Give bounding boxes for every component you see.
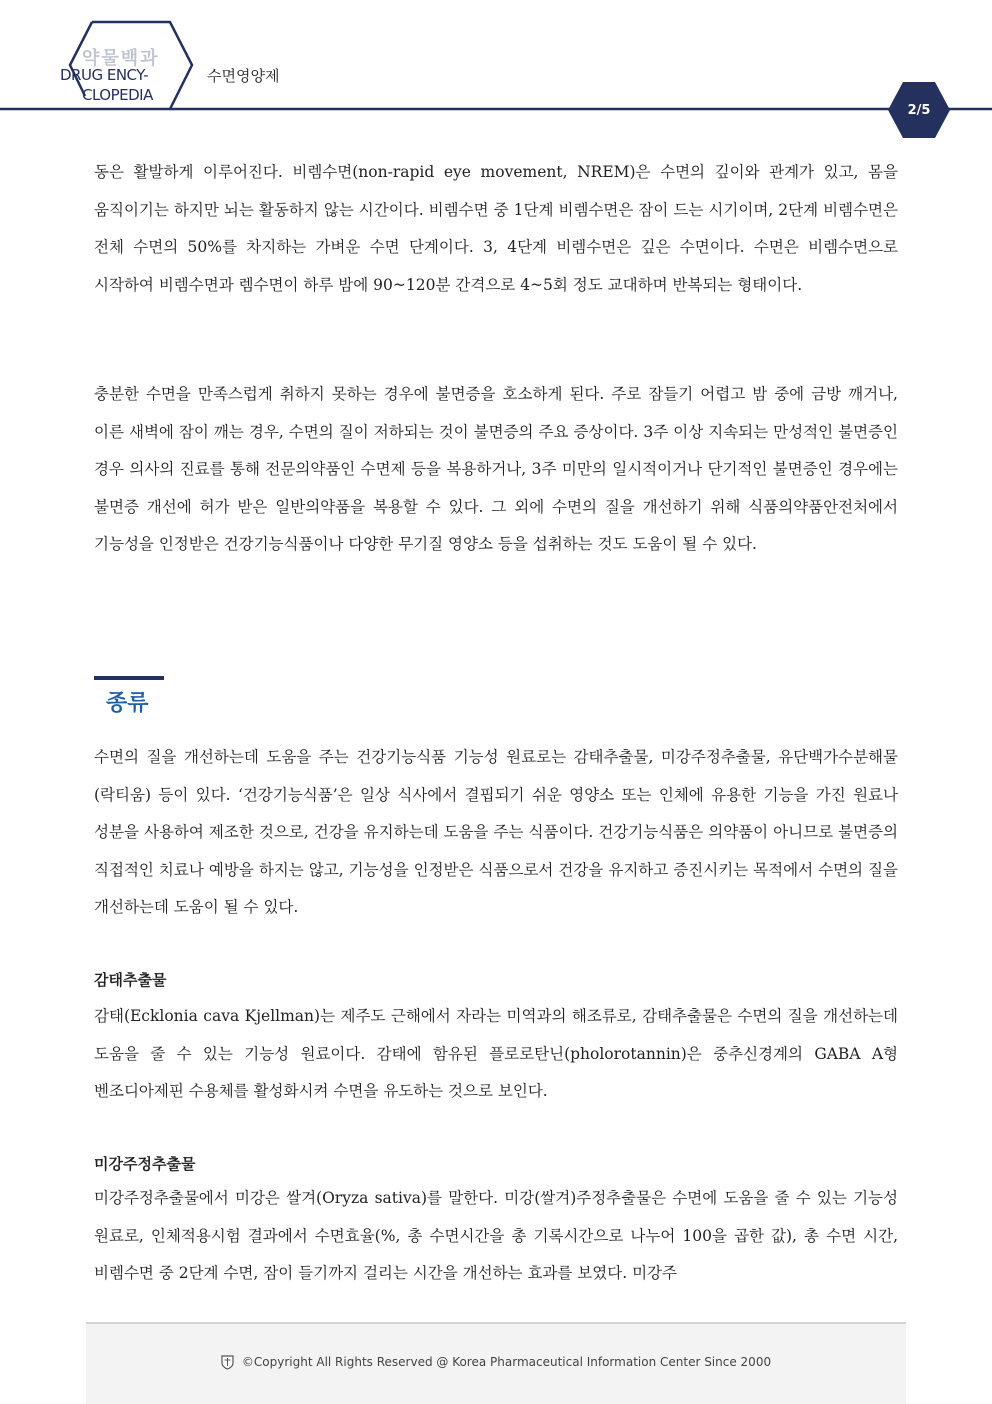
paragraph-ecklonia: 감태(Ecklonia cava Kjellman)는 제주도 근해에서 자라는 미역과의 해조류로, 감태추출물은 수면의 질을 개선하는데 도움을 줄 수 있는 기능성 원료이다. 감태에 함유된 플로로탄닌(pholorotannin)은 중추신경계의 GABA A형 벤조디아제핀 수용체를 활성화시켜 수면을 유도하는 것으로 보인다. [94, 1007, 898, 1100]
shield-logo-icon [221, 1355, 234, 1370]
paragraph-nrem: 동은 활발하게 이루어진다. 비렘수면(non-rapid eye movement, NREM)은 수면의 깊이와 관계가 있고, 몸을 움직이기는 하지만 뇌는 활동하지 않는 시간이다. 비렘수면 중 1단계 비렘수면은 잠이 드는 시기이며, 2단계 비렘수면은 전체 수면의 50%를 차지하는 가벼운 수면 단계이다. 3, 4단계 비렘수면은 깊은 수면이다. 수면은 비렘수면으로 시작하여 비렘수면과 렘수면이 하루 밤에 90~120분 간격으로 4~5회 정도 교대하며 반복되는 형태이다. [94, 163, 898, 294]
section-divider [94, 676, 164, 680]
copyright-text: ©Copyright All Rights Reserved @ Korea Pharmaceutical Information Center Since 2000 [241, 1355, 772, 1369]
logo-frame [0, 0, 992, 140]
footer-content [86, 1355, 906, 1370]
page-header [0, 0, 992, 140]
page-number: 2/5 [907, 103, 931, 118]
subheading-rice-bran: 미강주정추출물 [94, 1155, 196, 1173]
section-title-types: 종류 [106, 691, 149, 716]
logo-english-line1: DRUG ENCY- [60, 66, 149, 84]
logo-english-line2: CLOPEDIA [82, 86, 153, 104]
paragraph-insomnia: 충분한 수면을 만족스럽게 취하지 못하는 경우에 불면증을 호소하게 된다. 주로 잠들기 어렵고 밤 중에 금방 깨거나, 이른 새벽에 잠이 깨는 경우, 수면의 질이 저하되는 것이 불면증의 주요 증상이다. 3주 이상 지속되는 만성적인 불면증인 경우 의사의 진료를 통해 전문의약품인 수면제 등을 복용하거나, 3주 미만의 일시적이거나 단기적인 불면증인 경우에는 불면증 개선에 허가 받은 일반의약품을 복용할 수 있다. 그 외에 수면의 질을 개선하기 위해 식품의약품안전처에서 기능성을 인정받은 건강기능식품이나 다양한 무기질 영양소 등을 섭취하는 것도 도움이 될 수 있다. [94, 385, 899, 553]
subheading-ecklonia: 감태추출물 [94, 971, 167, 989]
document-title: 수면영양제 [207, 67, 280, 85]
paragraph-rice-bran: 미강주정추출물에서 미강은 쌀겨(Oryza sativa)를 말한다. 미강(쌀겨)주정추출물은 수면에 도움을 줄 수 있는 기능성 원료로, 인체적용시험 결과에서 수면효율(%, 총 수면시간을 총 기록시간으로 나누어 100을 곱한 값), 총 수면 시간, 비렘수면 중 2단계 수면, 잠이 들기까지 걸리는 시간을 개선하는 효과를 보였다. 미강주 [94, 1189, 898, 1282]
logo-korean: 약물백과 [82, 48, 160, 69]
paragraph-types-intro: 수면의 질을 개선하는데 도움을 주는 건강기능식품 기능성 원료로는 감태추출물, 미강주정추출물, 유단백가수분해물(락티움) 등이 있다. ‘건강기능식품’은 일상 식사에서 결핍되기 쉬운 영양소 또는 인체에 유용한 기능을 가진 원료나 성분을 사용하여 제조한 것으로, 건강을 유지하는데 도움을 주는 식품이다. 건강기능식품은 의약품이 아니므로 불면증의 직접적인 치료나 예방을 하지는 않고, 기능성을 인정받은 식품으로서 건강을 유지하고 증진시키는 목적에서 수면의 질을 개선하는데 도움이 될 수 있다. [94, 748, 898, 916]
page-footer [86, 1322, 906, 1404]
